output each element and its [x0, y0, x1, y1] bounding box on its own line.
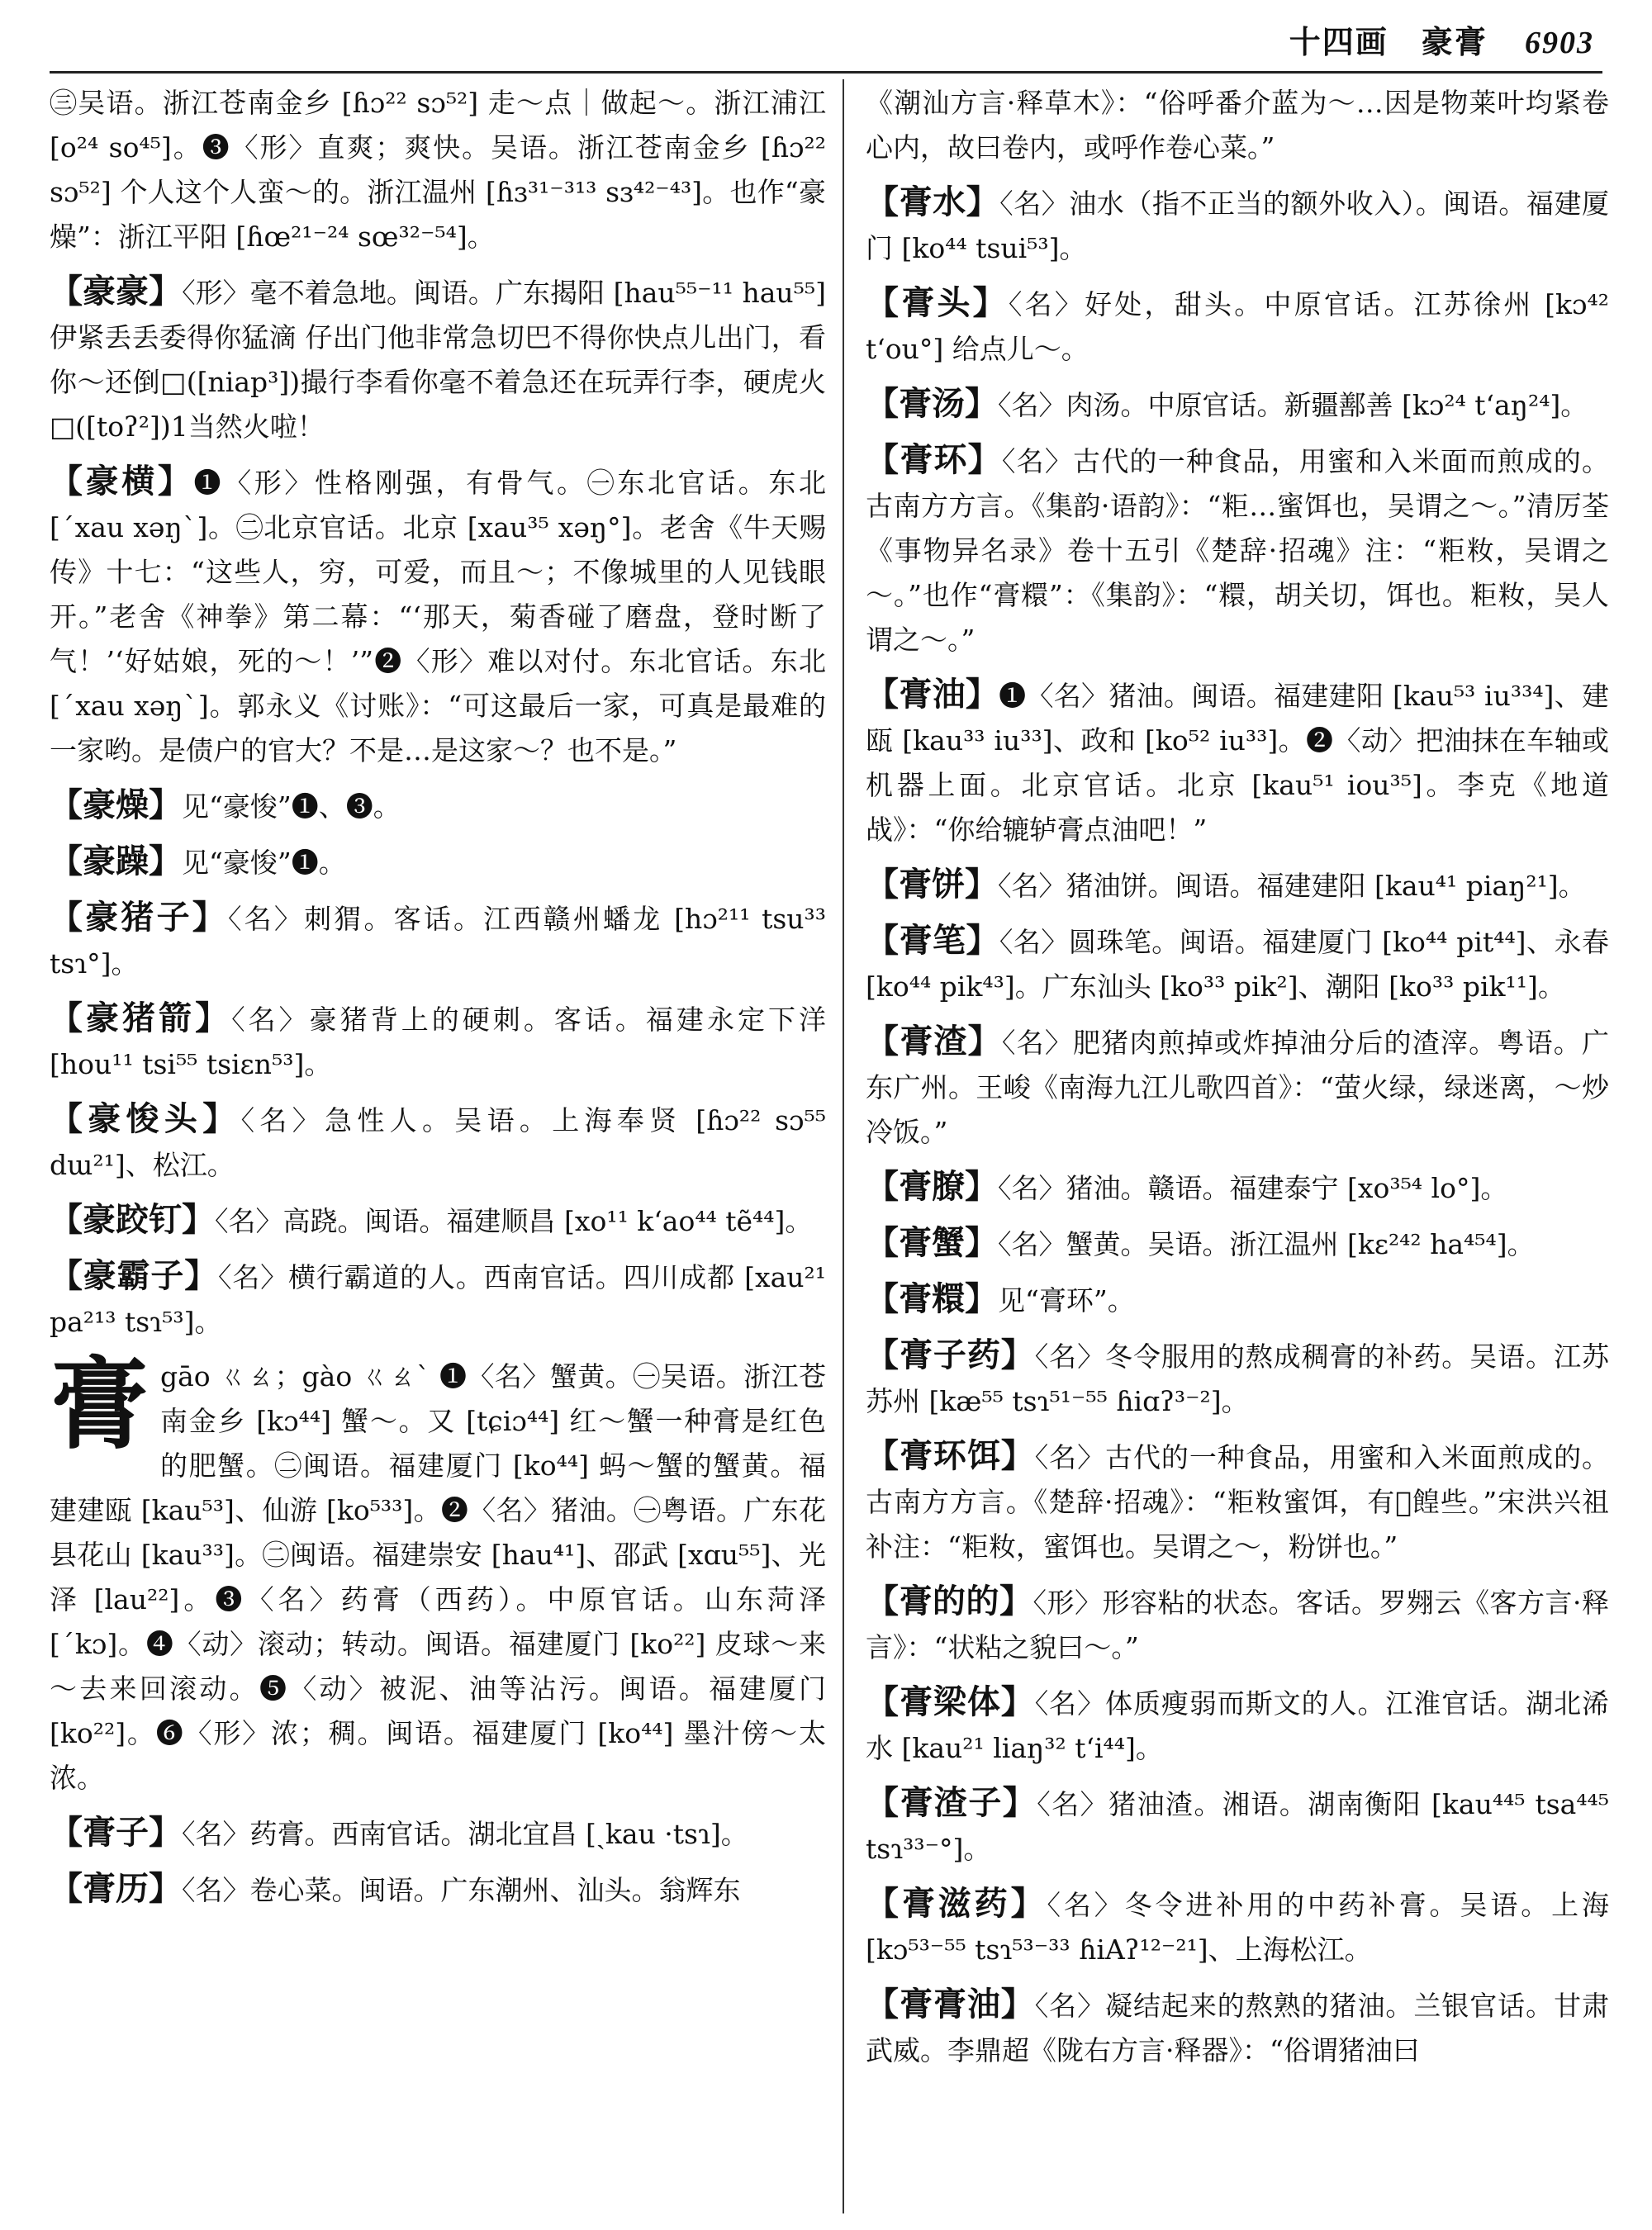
dictionary-entry: [866, 438, 1609, 662]
dictionary-entry: [50, 1254, 826, 1345]
entry-headword: 【膏滋药】: [866, 1884, 1047, 1923]
entry-definition: 〈名〉古代的一种食品，用蜜和入米面煎成的。古南方方言。《楚辞·招魂》：“粔籹蜜饵，有𫗪餭些。”宋洪兴祖补注：“粔籹，蜜饵也。吴谓之～，粉饼也。”: [866, 1441, 1609, 1563]
entry-definition: 〈名〉急性人。吴语。上海奉贤 [ɦɔ²² sɔ⁵⁵ dɯ²¹]、松江。: [50, 1104, 826, 1181]
entry-headword: 【豪跤钉】: [50, 1200, 215, 1239]
left-column: [50, 79, 826, 2213]
dictionary-entry: [866, 1221, 1609, 1267]
dictionary-entry: [866, 1680, 1609, 1771]
entry-headword: 【膏环】: [866, 440, 1002, 479]
page-number: 6903: [1525, 26, 1594, 60]
entry-definition: 〈形〉毫不着急地。闽语。广东揭阳 [hau⁵⁵⁻¹¹ hau⁵⁵] 伊紧丢丢委得你猛滴 仔出门他非常急切巴不得你快点儿出门，看你～还倒□([niap³])撮行李看你毫不着急还在玩弄行李，硬虎火□([toʔ²])1当然火啦！: [50, 277, 826, 443]
entry-definition: 见“豪悛”❶。: [182, 847, 346, 879]
entry-headword: 【豪横】: [50, 462, 194, 501]
entry-definition: 〈名〉凝结起来的熬熟的猪油。兰银官话。甘肃武威。李鼎超《陇右方言·释器》：“俗谓猪油曰: [866, 1990, 1609, 2066]
entry-definition: 〈名〉肉汤。中原官话。新疆鄯善 [kɔ²⁴ tʻaŋ²⁴]。: [998, 389, 1588, 421]
entry-headword: 【膏水】: [866, 183, 1000, 221]
entry-definition: ❶〈形〉性格刚强，有骨气。㊀东北官话。东北 [ˊxau xəŋˋ]。㊁北京官话。北京 [xau³⁵ xəŋ°]。老舍《牛天赐传》十七：“这些人，穷，可爱，而且～；不像城里的人见钱眼开。”老舍《神拳》第二幕：“‘那天，菊香碰了磨盘，登时断了气！’‘好姑娘，死的～！’”❷〈形〉难以对付。东北官话。东北 [ˊxau xəŋˋ]。郭永义《讨账》：“可这最后一家，可真是最难的一家哟。是债户的官大？不是…是这家～？也不是。”: [50, 467, 826, 766]
entry-headword: 【膏汤】: [866, 384, 998, 423]
dictionary-entry: [866, 1982, 1609, 2073]
dictionary-entry: [866, 281, 1609, 372]
entry-headword: 【膏渣】: [866, 1022, 1002, 1060]
dictionary-entry: [866, 672, 1609, 852]
entry-definition: 见“豪悛”❶、❸。: [182, 790, 401, 823]
dictionary-entry: [866, 1165, 1609, 1211]
dictionary-entry: [50, 269, 826, 449]
entry-definition: ❶〈名〉猪油。闽语。福建建阳 [kau⁵³ iu³³⁴]、建瓯 [kau³³ iu³³]、政和 [ko⁵² iu³³]。❷〈动〉把油抹在车轴或机器上面。北京官话。北京 [kau⁵¹ iou³⁵]。李克《地道战》：“你给辘轳膏点油吧！”: [866, 680, 1609, 846]
dictionary-entry: [50, 1810, 826, 1857]
dictionary-entry: [866, 918, 1609, 1009]
entry-definition: 〈名〉冬令服用的熬成稠膏的补药。吴语。江苏苏州 [kæ⁵⁵ tsɿ⁵¹⁻⁵⁵ ɦiɑʔ³⁻²]。: [866, 1340, 1609, 1417]
entry-headword: 【膏子药】: [866, 1336, 1035, 1374]
entry-definition: 〈名〉高跷。闽语。福建顺昌 [xo¹¹ kʻao⁴⁴ tẽ⁴⁴]。: [215, 1205, 813, 1237]
entry-definition: 〈名〉猪油饼。闽语。福建建阳 [kau⁴¹ piaŋ²¹]。: [998, 870, 1586, 902]
entry-headword: 【豪霸子】: [50, 1256, 219, 1295]
dictionary-entry: [866, 1881, 1609, 1972]
dictionary-entry: [866, 1277, 1609, 1323]
dictionary-entry: [866, 1019, 1609, 1155]
entry-definition: ㊂吴语。浙江苍南金乡 [ɦɔ²² sɔ⁵²] 走～点｜做起～。浙江浦江 [o²⁴ so⁴⁵]。❸〈形〉直爽；爽快。吴语。浙江苍南金乡 [ɦɔ²² sɔ⁵²] 个人这个人蛮～的。浙江温州 [ɦɜ³¹⁻³¹³ sɜ⁴²⁻⁴³]。也作“豪燥”：浙江平阳 [ɦœ²¹⁻²⁴ sœ³²⁻⁵⁴]。: [50, 87, 826, 253]
right-column: [866, 79, 1609, 2213]
entry-definition: 〈名〉卷心菜。闽语。广东潮州、汕头。翁辉东: [182, 1874, 741, 1906]
entry-headword: 【膏梁体】: [866, 1682, 1035, 1721]
running-head: [1289, 17, 1594, 62]
entry-definition: 〈名〉油水（指不正当的额外收入）。闽语。福建厦门 [ko⁴⁴ tsui⁵³]。: [866, 187, 1609, 264]
dictionary-entry: [866, 180, 1609, 271]
entry-definition: 〈名〉横行霸道的人。西南官话。四川成都 [xau²¹ pa²¹³ tsɿ⁵³]。: [50, 1261, 826, 1338]
entry-headword: 【膏头】: [866, 283, 1009, 322]
entry-headword: 【豪躁】: [50, 842, 182, 880]
dictionary-entry: [50, 1867, 826, 1913]
dictionary-entry: [50, 839, 826, 885]
entry-definition: 见“膏环”。: [998, 1284, 1135, 1317]
dictionary-entry: [866, 1434, 1609, 1569]
entry-headword: 【膏膫】: [866, 1167, 998, 1206]
entry-definition: 《潮汕方言·释草木》：“俗呼番介蓝为～…因是物莱叶均紧卷心内，故曰卷内，或呼作卷心菜。”: [866, 87, 1609, 164]
entry-headword: 【豪豪】: [50, 272, 183, 311]
entry-headword: 【膏饼】: [866, 865, 998, 904]
entry-definition: 〈名〉好处，甜头。中原官话。江苏徐州 [kɔ⁴² tʻou°] 给点儿～。: [866, 288, 1609, 365]
dictionary-entry: [50, 459, 826, 773]
entry-headword: 【膏油】: [866, 675, 999, 714]
entry-definition: 〈名〉体质瘦弱而斯文的人。江淮官话。湖北浠水 [kau²¹ liaŋ³² tʻi⁴⁴]。: [866, 1687, 1609, 1764]
entry-headword: 【膏蟹】: [866, 1223, 998, 1262]
dictionary-entry: [50, 895, 826, 986]
dictionary-entry: [866, 1579, 1609, 1670]
entry-headword: 【豪猪箭】: [50, 999, 232, 1037]
column-divider: [843, 79, 844, 2213]
entry-headword: 【膏历】: [50, 1869, 182, 1908]
dictionary-entry: [866, 382, 1609, 428]
entry-definition: 〈名〉冬令进补用的中药补膏。吴语。上海 [kɔ⁵³⁻⁵⁵ tsɿ⁵³⁻³³ ɦiAʔ¹²⁻²¹]、上海松江。: [866, 1889, 1609, 1966]
head-char-entry: [50, 1346, 826, 1801]
entry-headword: 【膏糫】: [866, 1279, 998, 1318]
entry-definition: 〈名〉豪猪背上的硬刺。客话。福建永定下洋 [hou¹¹ tsi⁵⁵ tsiɛn⁵³]。: [50, 1004, 826, 1080]
head-char-definition: gāo ㄍㄠ；gào ㄍㄠˋ ❶〈名〉蟹黄。㊀吴语。浙江苍南金乡 [kɔ⁴⁴] 蟹～。又 [tɕiɔ⁴⁴] 红～蟹一种膏是红色的肥蟹。㊁闽语。福建厦门 [ko⁴⁴] 蚂～蟹的蟹黄。福建建瓯 [kau⁵³]、仙游 [ko⁵³³]。❷〈名〉猪油。㊀粤语。广东花县花山 [kau³³]。㊁闽语。福建崇安 [hau⁴¹]、邵武 [xɑu⁵⁵]、光泽 [lau²²]。❸〈名〉药膏（西药）。中原官话。山东菏泽 [ˊkɔ]。❹〈动〉滚动；转动。闽语。福建厦门 [ko²²] 皮球～来～去来回滚动。❺〈动〉被泥、油等沾污。闽语。福建厦门 [ko²²]。❻〈形〉浓；稠。闽语。福建厦门 [ko⁴⁴] 墨汁傍～太浓。: [50, 1360, 826, 1794]
dictionary-entry: [50, 996, 826, 1087]
entry-definition: 〈名〉药膏。西南官话。湖北宜昌 [ˏkau ·tsɿ]。: [182, 1818, 748, 1850]
entry-definition: 〈名〉猪油。赣语。福建泰宁 [xo³⁵⁴ lo°]。: [998, 1172, 1508, 1204]
entry-definition: 〈名〉蟹黄。吴语。浙江温州 [kɛ²⁴² ha⁴⁵⁴]。: [998, 1228, 1535, 1260]
entry-headword: 【豪悛头】: [50, 1099, 241, 1138]
entry-headword: 【膏环饵】: [866, 1436, 1035, 1475]
entry-definition: 〈名〉圆珠笔。闽语。福建厦门 [ko⁴⁴ pit⁴⁴]、永春 [ko⁴⁴ pik⁴³]。广东汕头 [ko³³ pik²]、潮阳 [ko³³ pik¹¹]。: [866, 926, 1609, 1003]
head-character: 膏: [50, 1346, 149, 1463]
dictionary-entry: [50, 79, 826, 259]
entry-headword: 【豪燥】: [50, 785, 182, 824]
section-title: 十四画 豪膏: [1289, 23, 1488, 60]
entry-headword: 【膏渣子】: [866, 1783, 1037, 1822]
entry-definition: 〈形〉形容粘的状态。客话。罗翙云《客方言·释言》：“状粘之貌曰～。”: [866, 1587, 1609, 1663]
dictionary-entry: [50, 1097, 826, 1188]
dictionary-entry: [866, 862, 1609, 909]
dictionary-entry: [866, 1333, 1609, 1424]
dictionary-entry: [866, 79, 1609, 170]
entry-definition: 〈名〉肥猪肉煎掉或炸掉油分后的渣滓。粤语。广东广州。王峻《南海九江儿歌四首》：“萤火绿，绿迷离，～炒冷饭。”: [866, 1027, 1609, 1148]
dictionary-entry: [50, 1198, 826, 1244]
header-rule: [50, 71, 1602, 74]
entry-definition: 〈名〉猪油渣。湘语。湖南衡阳 [kau⁴⁴⁵ tsa⁴⁴⁵ tsɿ³³⁻°]。: [866, 1788, 1609, 1865]
entry-headword: 【豪猪子】: [50, 898, 228, 937]
dictionary-entry: [866, 1781, 1609, 1872]
entry-definition: 〈名〉刺猬。客话。江西赣州蟠龙 [hɔ²¹¹ tsu³³ tsɿ°]。: [50, 903, 826, 980]
entry-headword: 【膏笔】: [866, 921, 999, 960]
entry-headword: 【膏的的】: [866, 1582, 1033, 1620]
entry-headword: 【膏子】: [50, 1813, 182, 1852]
entry-headword: 【膏膏油】: [866, 1985, 1035, 2024]
dictionary-entry: [50, 783, 826, 829]
entry-definition: 〈名〉古代的一种食品，用蜜和入米面而煎成的。古南方方言。《集韵·语韵》：“粔…蜜饵也，吴谓之～。”清厉荃《事物异名录》卷十五引《楚辞·招魂》注：“粔籹，吴谓之～。”也作“膏糫”：《集韵》：“糫，胡关切，饵也。粔籹，吴人谓之～。”: [866, 445, 1609, 656]
